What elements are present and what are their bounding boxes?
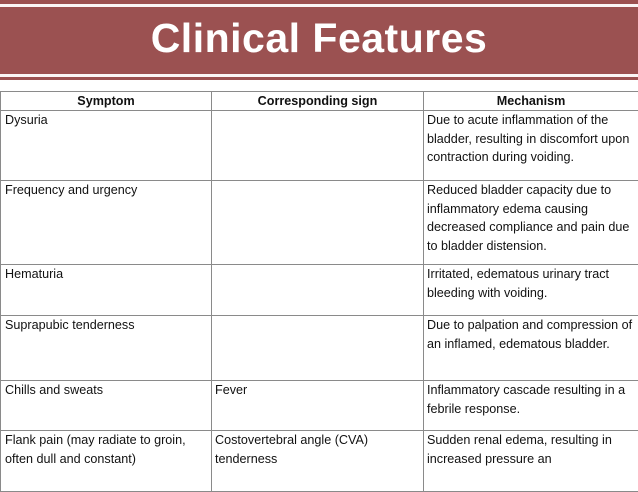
table-row <box>1 265 638 316</box>
column-header-symptom: Symptom <box>1 92 212 111</box>
mechanism-cell: Inflammatory cascade resulting in a febrile response. <box>424 381 638 431</box>
column-header-sign: Corresponding sign <box>212 92 424 111</box>
title-banner <box>0 0 638 80</box>
sign-cell <box>212 111 424 181</box>
mechanism-cell: Due to acute inflammation of the bladder, resulting in discomfort upon contraction during voiding. <box>424 111 638 181</box>
symptom-cell: Chills and sweats <box>1 381 212 431</box>
symptom-cell: Suprapubic tenderness <box>1 316 212 381</box>
mechanism-cell: Sudden renal edema, resulting in increased pressure an <box>424 431 638 492</box>
table-row <box>1 431 638 492</box>
symptom-cell: Hematuria <box>1 265 212 316</box>
table-row <box>1 381 638 431</box>
sign-cell: Costovertebral angle (CVA) tenderness <box>212 431 424 492</box>
clinical-features-table <box>0 91 638 492</box>
sign-cell: Fever <box>212 381 424 431</box>
symptom-cell: Frequency and urgency <box>1 181 212 265</box>
table-row <box>1 111 638 181</box>
table-header-row <box>1 92 638 111</box>
table-row <box>1 181 638 265</box>
mechanism-cell: Irritated, edematous urinary tract bleeding with voiding. <box>424 265 638 316</box>
sign-cell <box>212 181 424 265</box>
sign-cell <box>212 316 424 381</box>
sign-cell <box>212 265 424 316</box>
banner-top-rule <box>0 4 638 7</box>
symptom-cell: Flank pain (may radiate to groin, often dull and constant) <box>1 431 212 492</box>
symptom-cell: Dysuria <box>1 111 212 181</box>
slide-title: Clinical Features <box>151 15 488 62</box>
mechanism-cell: Reduced bladder capacity due to inflammatory edema causing decreased compliance and pain due to bladder distension. <box>424 181 638 265</box>
column-header-mechanism: Mechanism <box>424 92 638 111</box>
banner-bottom-rule <box>0 74 638 77</box>
table-row <box>1 316 638 381</box>
mechanism-cell: Due to palpation and compression of an inflamed, edematous bladder. <box>424 316 638 381</box>
